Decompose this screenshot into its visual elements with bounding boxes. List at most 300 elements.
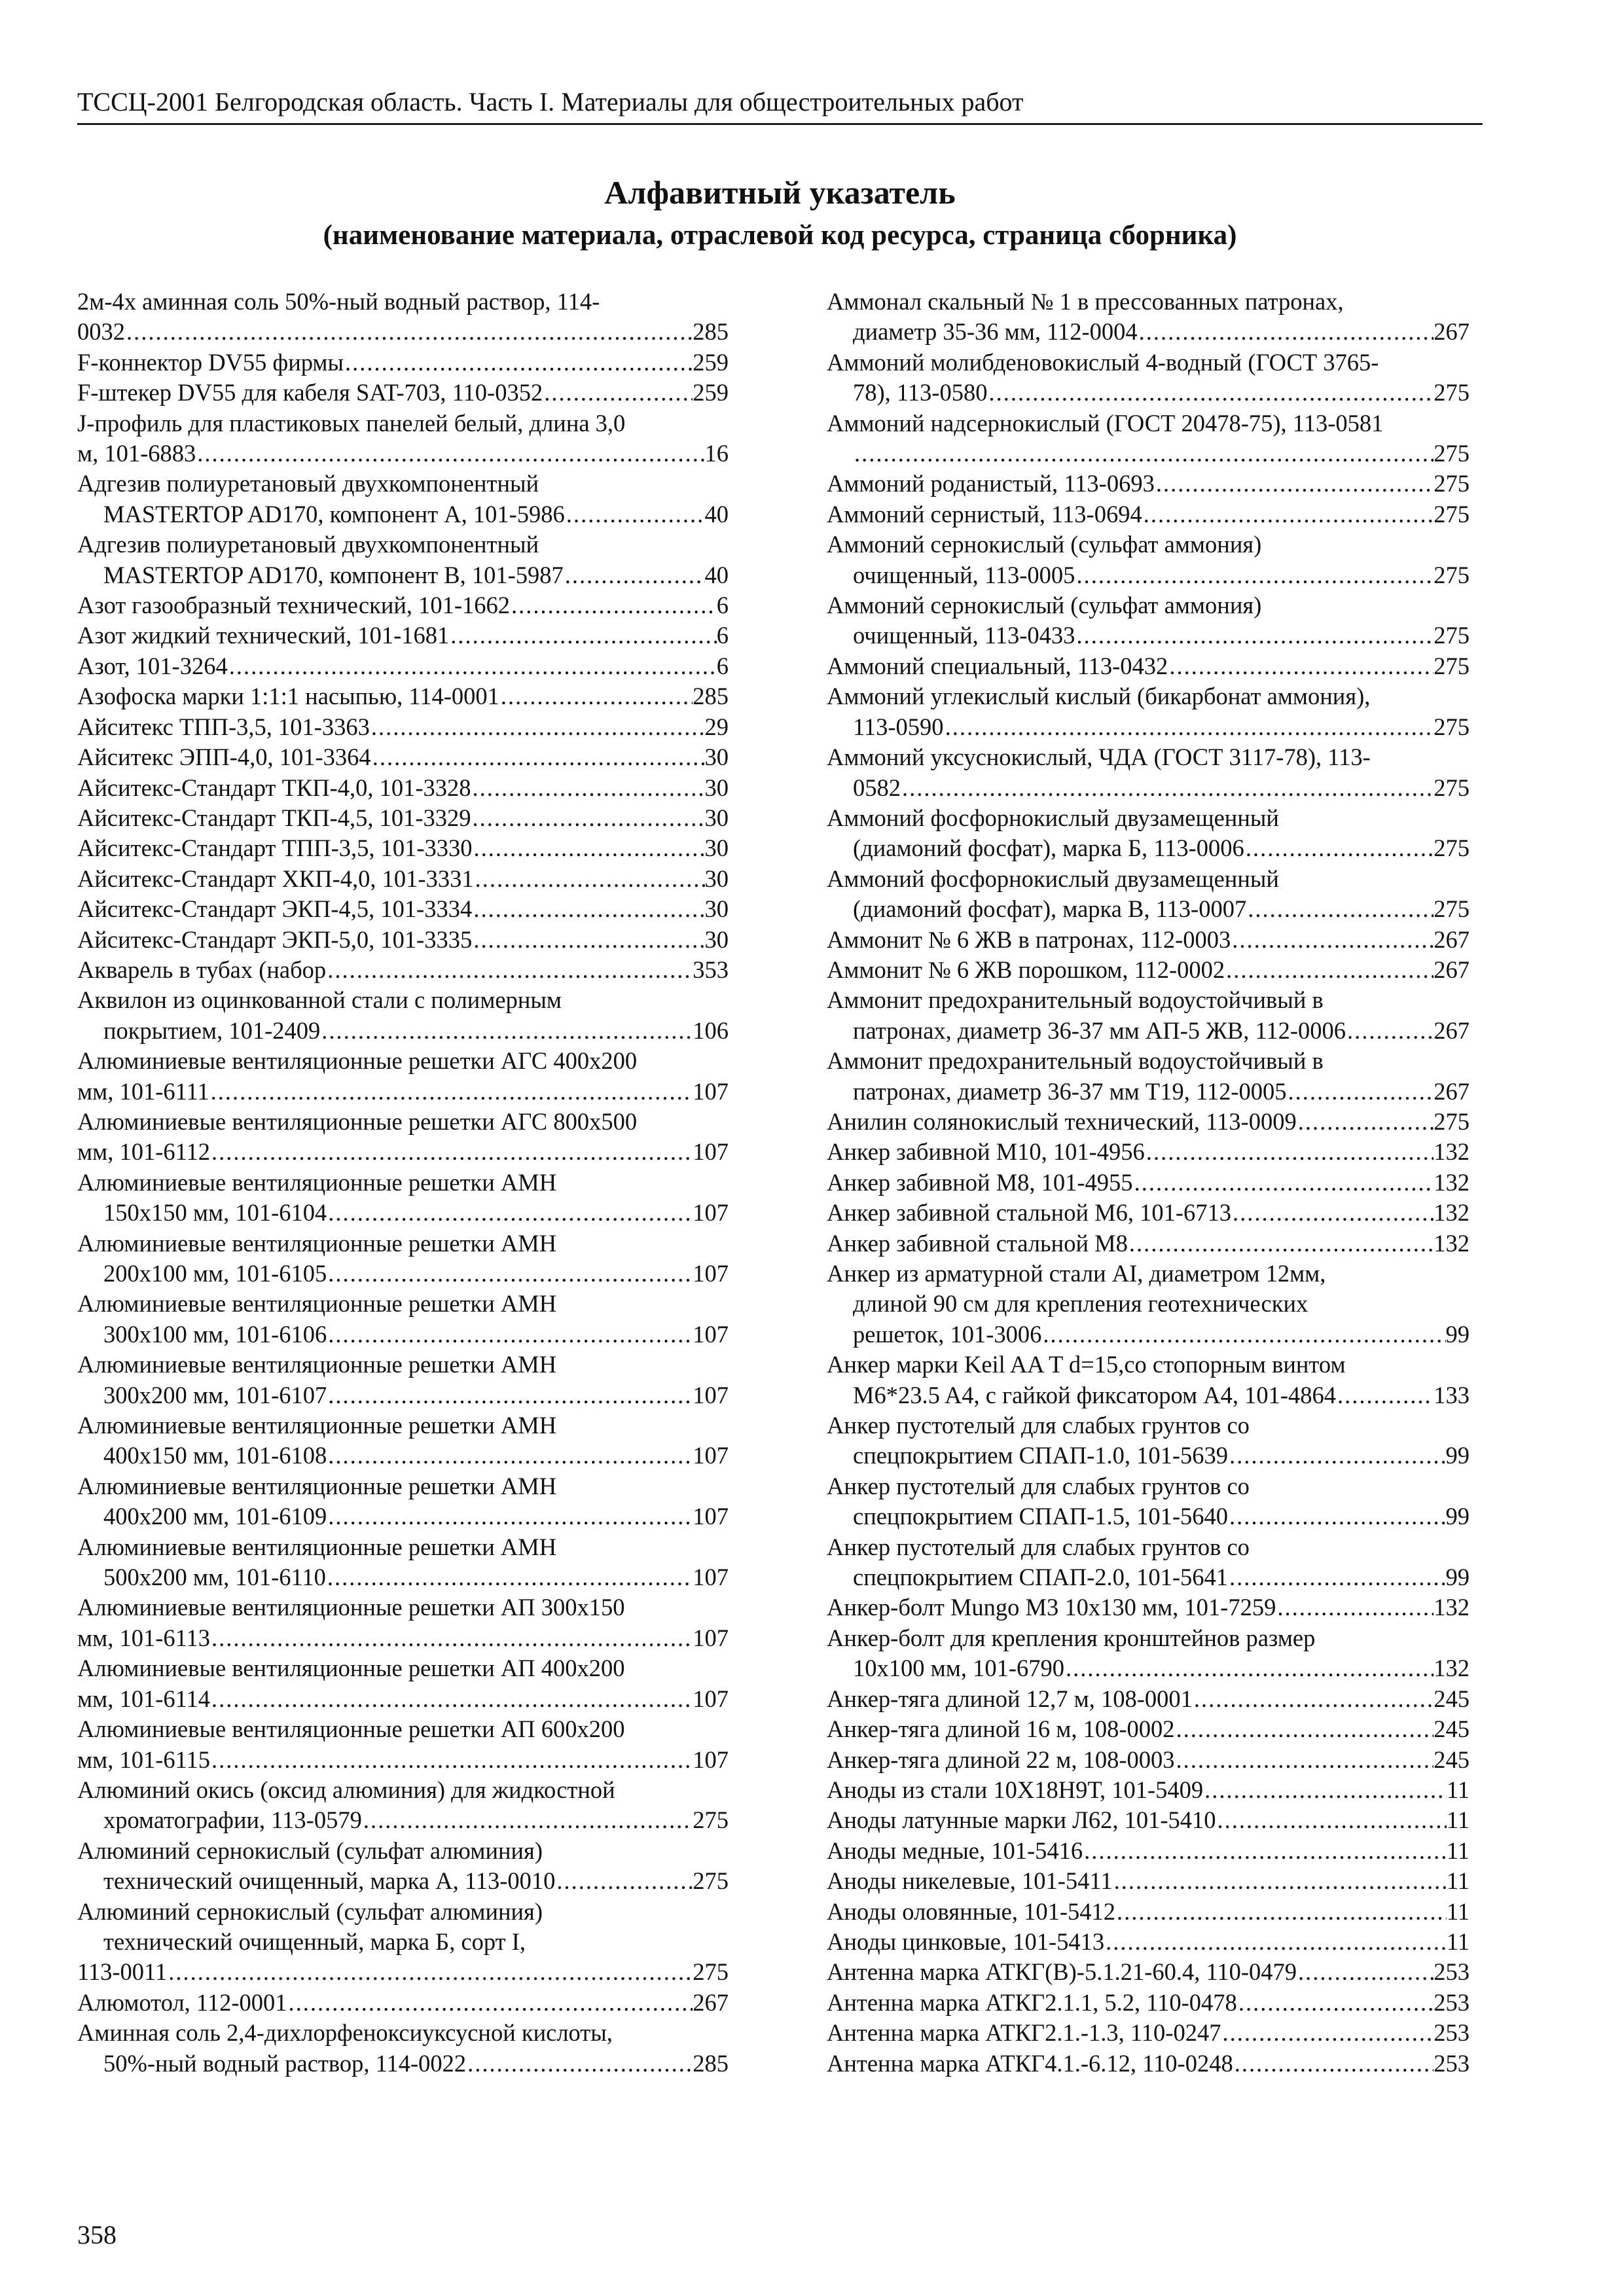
entry-text: (диамоний фосфат), марка В, 113-0007 xyxy=(853,895,1247,923)
dot-leader xyxy=(471,803,705,833)
entry-page-number: 245 xyxy=(1434,1746,1470,1773)
entry-last-line xyxy=(827,651,1470,681)
index-entry xyxy=(77,1229,729,1289)
entry-last-line xyxy=(77,712,729,742)
entry-text: Алюминий окись (оксид алюминия) для жидкостной xyxy=(77,1776,615,1803)
entry-text: Анкер забивной М8, 101-4955 xyxy=(827,1168,1133,1196)
entry-text: Алюминиевые вентиляционные решетки АМН xyxy=(77,1229,557,1257)
entry-text: технический очищенный, марка А, 113-0010 xyxy=(103,1867,556,1895)
entry-text: мм, 101-6112 xyxy=(77,1138,210,1166)
entry-last-line xyxy=(827,1380,1470,1410)
entry-last-line xyxy=(827,499,1470,529)
index-entry xyxy=(827,1927,1470,1957)
entry-text: Алюминиевые вентиляционные решетки АМН xyxy=(77,1351,557,1378)
entry-page-number: 99 xyxy=(1445,1503,1470,1530)
entry-page-number: 107 xyxy=(693,1199,729,1227)
entry-text: Аммоний специальный, 113-0432 xyxy=(827,652,1168,679)
title-block xyxy=(77,171,1483,255)
entry-last-line xyxy=(827,894,1470,924)
dot-leader xyxy=(1276,1592,1434,1623)
index-entry xyxy=(77,712,729,742)
entry-page-number: 99 xyxy=(1445,1442,1470,1469)
entry-last-line xyxy=(77,742,729,772)
entry-text: Антенна марка АТКГ2.1.1, 5.2, 110-0478 xyxy=(827,1988,1237,2016)
index-entry xyxy=(827,1805,1470,1835)
entry-last-line xyxy=(827,1653,1470,1683)
entry-last-line xyxy=(827,378,1470,408)
entry-page-number: 275 xyxy=(1434,561,1470,588)
entry-page-number: 6 xyxy=(716,592,729,619)
entry-text: Азофоска марки 1:1:1 насыпью, 114-0001 xyxy=(77,683,499,710)
entry-text: Айситекс ТПП-3,5, 101-3363 xyxy=(77,713,370,740)
entry-page-number: 275 xyxy=(1434,652,1470,679)
entry-last-line xyxy=(827,1988,1470,2018)
entry-page-number: 275 xyxy=(1434,440,1470,467)
entry-last-line xyxy=(827,1927,1470,1957)
entry-last-line xyxy=(827,1137,1470,1167)
entry-text: патронах, диаметр 36-37 мм АП-5 ЖВ, 112-0006 xyxy=(853,1016,1346,1044)
entry-text: 300x100 мм, 101-6106 xyxy=(103,1320,327,1348)
page-number: 358 xyxy=(77,2220,117,2250)
entry-line xyxy=(77,408,729,439)
index-entry xyxy=(77,833,729,863)
entry-last-line xyxy=(827,1198,1470,1228)
entry-page-number: 285 xyxy=(693,318,729,346)
entry-page-number: 107 xyxy=(693,1442,729,1469)
entry-last-line xyxy=(77,1198,729,1228)
dot-leader xyxy=(901,773,1434,803)
entry-line xyxy=(77,1350,729,1380)
entry-text: Аммоний фосфорнокислый двузамещенный xyxy=(827,804,1279,831)
entry-text: F-коннектор DV55 фирмы xyxy=(77,348,344,376)
dot-leader xyxy=(564,560,705,590)
running-header-text: ТССЦ-2001 Белгородская область. Часть I. Материалы для общестроительных работ xyxy=(77,87,1024,117)
entry-page-number: 259 xyxy=(693,348,729,376)
entry-page-number: 107 xyxy=(693,1320,729,1348)
dot-leader xyxy=(449,620,716,651)
index-entry xyxy=(77,287,729,348)
entry-text: Аммоний фосфорнокислый двузамещенный xyxy=(827,865,1279,892)
entry-last-line xyxy=(77,560,729,590)
entry-last-line xyxy=(827,2018,1470,2048)
dot-leader xyxy=(327,1441,693,1471)
entry-last-line xyxy=(827,1016,1470,1046)
dot-leader xyxy=(326,1562,693,1592)
entry-last-line xyxy=(827,833,1470,863)
index-entry xyxy=(77,955,729,985)
entry-last-line xyxy=(77,833,729,863)
entry-page-number: 132 xyxy=(1434,1138,1470,1166)
dot-leader xyxy=(474,864,705,894)
dot-leader xyxy=(1221,2018,1434,2048)
entry-line xyxy=(827,803,1470,833)
index-entry xyxy=(77,1714,729,1775)
index-entry xyxy=(827,1137,1470,1167)
entry-line xyxy=(77,1532,729,1562)
index-entry xyxy=(77,1289,729,1350)
index-entry xyxy=(77,894,729,924)
entry-page-number: 6 xyxy=(716,652,729,679)
entry-line xyxy=(77,1775,729,1805)
index-entry xyxy=(77,1410,729,1471)
entry-last-line xyxy=(77,864,729,894)
index-entry xyxy=(827,1836,1470,1866)
entry-text: 113-0011 xyxy=(77,1958,168,1986)
index-entry xyxy=(77,348,729,378)
entry-last-line xyxy=(827,773,1470,803)
entry-text: Антенна марка АТКГ(В)-5.1.21-60.4, 110-0479 xyxy=(827,1958,1297,1986)
dot-leader xyxy=(326,955,693,985)
entry-line xyxy=(827,681,1470,711)
entry-last-line xyxy=(827,469,1470,499)
entry-text: Алюминиевые вентиляционные решетки АГС 400x200 xyxy=(77,1047,638,1075)
entry-page-number: 11 xyxy=(1446,1776,1470,1803)
entry-text: J-профиль для пластиковых панелей белый, длина 3,0 xyxy=(77,409,626,437)
entry-last-line xyxy=(827,560,1470,590)
entry-line xyxy=(77,469,729,499)
dot-leader xyxy=(499,681,693,711)
entry-text: Аноды цинковые, 101-5413 xyxy=(827,1928,1105,1955)
dot-leader xyxy=(1175,1714,1434,1744)
dot-leader xyxy=(1237,1988,1434,2018)
entry-text: (диамоний фосфат), марка Б, 113-0006 xyxy=(853,834,1244,862)
entry-page-number: 285 xyxy=(693,2049,729,2077)
dot-leader xyxy=(1083,1836,1447,1866)
entry-text: Аммоний сернокислый (сульфат аммония) xyxy=(827,592,1262,619)
dot-leader xyxy=(125,317,693,347)
entry-page-number: 16 xyxy=(704,440,729,467)
dot-leader xyxy=(1231,1198,1434,1228)
entry-last-line xyxy=(77,894,729,924)
entry-text: Айситекс-Стандарт ХКП-4,0, 101-3331 xyxy=(77,865,474,892)
entry-last-line xyxy=(77,499,729,529)
entry-page-number: 267 xyxy=(693,1988,729,2016)
entry-last-line xyxy=(77,378,729,408)
entry-last-line xyxy=(77,590,729,620)
entry-page-number: 30 xyxy=(704,774,729,801)
dot-leader xyxy=(210,1745,693,1775)
dot-leader xyxy=(327,1319,693,1350)
entry-text: Айситекс-Стандарт ТПП-3,5, 101-3330 xyxy=(77,834,473,862)
entry-line xyxy=(827,1410,1470,1441)
dot-leader xyxy=(1064,1653,1434,1683)
entry-last-line xyxy=(827,1077,1470,1107)
index-entry xyxy=(827,1897,1470,1927)
entry-page-number: 253 xyxy=(1434,2019,1470,2047)
entry-page-number: 11 xyxy=(1446,1806,1470,1834)
index-entry xyxy=(827,742,1470,803)
entry-last-line xyxy=(77,1745,729,1775)
entry-text: решеток, 101-3006 xyxy=(853,1320,1042,1348)
dot-leader xyxy=(1203,1775,1447,1805)
entry-page-number: 275 xyxy=(1434,895,1470,923)
entry-line xyxy=(827,1623,1470,1653)
entry-last-line xyxy=(77,1501,729,1532)
dot-leader xyxy=(565,499,705,529)
entry-last-line xyxy=(827,1714,1470,1744)
entry-text: 2м-4х аминная соль 50%-ный водный раствор, 114- xyxy=(77,288,600,315)
entry-text: 0582 xyxy=(853,774,901,801)
entry-line xyxy=(77,1107,729,1137)
dot-leader xyxy=(228,651,717,681)
dot-leader xyxy=(370,712,705,742)
entry-text: Аммоний роданистый, 113-0693 xyxy=(827,470,1155,497)
index-entry xyxy=(827,1866,1470,1896)
entry-text: спецпокрытием СПАП-2.0, 101-5641 xyxy=(853,1564,1229,1591)
dot-leader xyxy=(167,1957,693,1987)
entry-text: мм, 101-6114 xyxy=(77,1685,210,1712)
index-entry xyxy=(827,1592,1470,1623)
entry-line xyxy=(77,1653,729,1683)
entry-last-line xyxy=(827,925,1470,955)
entry-page-number: 99 xyxy=(1445,1320,1470,1348)
entry-text: Аммоний уксуснокислый, ЧДА (ГОСТ 3117-78), 113- xyxy=(827,744,1371,771)
index-entry xyxy=(77,590,729,620)
entry-line xyxy=(827,348,1470,378)
index-entry xyxy=(827,1988,1470,2018)
dot-leader xyxy=(196,439,704,469)
entry-line xyxy=(77,1897,729,1927)
dot-leader xyxy=(1128,1229,1434,1259)
index-entry xyxy=(77,378,729,408)
entry-last-line xyxy=(827,2049,1470,2079)
entry-text: мм, 101-6115 xyxy=(77,1746,210,1773)
entry-last-line xyxy=(827,1168,1470,1198)
entry-page-number: 11 xyxy=(1446,1837,1470,1864)
entry-text: Айситекс-Стандарт ЭКП-4,5, 101-3334 xyxy=(77,895,473,923)
dot-leader xyxy=(1228,1562,1445,1592)
index-entry xyxy=(77,1653,729,1714)
entry-line xyxy=(77,1410,729,1441)
entry-page-number: 30 xyxy=(704,804,729,831)
dot-leader xyxy=(1233,2049,1434,2079)
running-header xyxy=(77,84,1483,125)
index-entry xyxy=(827,681,1470,742)
entry-line xyxy=(827,287,1470,317)
dot-leader xyxy=(287,1988,693,2018)
entry-line xyxy=(77,1714,729,1744)
entry-text: Акварель в тубах (набор xyxy=(77,956,327,983)
dot-leader xyxy=(1244,833,1434,863)
dot-leader xyxy=(1075,560,1434,590)
index-entry xyxy=(827,1714,1470,1744)
entry-last-line xyxy=(77,681,729,711)
index-entry xyxy=(827,1775,1470,1805)
index-entry xyxy=(827,1229,1470,1259)
dot-leader xyxy=(327,1501,693,1532)
index-entry xyxy=(77,864,729,894)
entry-page-number: 253 xyxy=(1434,2049,1470,2077)
dot-leader xyxy=(362,1805,693,1835)
index-entry xyxy=(827,499,1470,529)
entry-line xyxy=(827,864,1470,894)
entry-text: Аквилон из оцинкованной стали с полимерным xyxy=(77,986,562,1014)
entry-page-number: 107 xyxy=(693,1077,729,1105)
entry-page-number: 30 xyxy=(704,865,729,892)
entry-text: Анкер-болт для крепления кронштейнов размер xyxy=(827,1624,1316,1651)
entry-last-line xyxy=(827,1684,1470,1714)
entry-line xyxy=(77,529,729,560)
entry-last-line xyxy=(77,1319,729,1350)
entry-last-line xyxy=(77,1957,729,1987)
entry-page-number: 267 xyxy=(1434,925,1470,953)
entry-text: Алюминиевые вентиляционные решетки АП 600x200 xyxy=(77,1715,625,1743)
entry-last-line xyxy=(827,1897,1470,1927)
entry-text: спецпокрытием СПАП-1.5, 101-5640 xyxy=(853,1503,1229,1530)
entry-page-number: 30 xyxy=(704,834,729,862)
dot-leader xyxy=(1231,925,1434,955)
index-entry xyxy=(827,2049,1470,2079)
dot-leader xyxy=(209,1077,693,1107)
dot-leader xyxy=(320,1016,693,1046)
index-entry xyxy=(77,1350,729,1410)
dot-leader xyxy=(1228,1441,1445,1471)
entry-text: Аммонит № 6 ЖВ в патронах, 112-0003 xyxy=(827,925,1231,953)
index-entry xyxy=(827,590,1470,651)
dot-leader xyxy=(1041,1319,1445,1350)
index-entry xyxy=(77,1988,729,2018)
entry-last-line xyxy=(77,1623,729,1653)
dot-leader xyxy=(1193,1684,1434,1714)
entry-text: MASTERTOP AD170, компонент B, 101-5987 xyxy=(103,561,564,588)
index-entry xyxy=(827,469,1470,499)
entry-text: Аммоний надсернокислый (ГОСТ 20478-75), 113-0581 xyxy=(827,409,1384,437)
entry-text: Азот газообразный технический, 101-1662 xyxy=(77,592,511,619)
entry-text: Аминная соль 2,4-дихлорфеноксиуксусной кислоты, xyxy=(77,2019,613,2047)
entry-text: F-штекер DV55 для кабеля SAT-703, 110-0352 xyxy=(77,379,543,406)
index-entry xyxy=(827,1046,1470,1107)
dot-leader xyxy=(1138,317,1434,347)
dot-leader xyxy=(555,1866,693,1896)
entry-last-line xyxy=(827,317,1470,347)
index-entry xyxy=(827,1532,1470,1593)
dot-leader xyxy=(327,1259,693,1289)
entry-page-number: 275 xyxy=(1434,774,1470,801)
dot-leader xyxy=(1246,894,1434,924)
entry-text: Анилин солянокислый технический, 113-0009 xyxy=(827,1107,1297,1135)
entry-last-line xyxy=(827,620,1470,651)
dot-leader xyxy=(1346,1016,1434,1046)
entry-text: Азот жидкий технический, 101-1681 xyxy=(77,622,450,649)
entry-page-number: 267 xyxy=(1434,1077,1470,1105)
entry-last-line xyxy=(77,348,729,378)
entry-last-line xyxy=(77,317,729,347)
dot-leader xyxy=(1133,1168,1434,1198)
entry-text: Анкер забивной стальной М8 xyxy=(827,1229,1128,1257)
entry-line xyxy=(77,1289,729,1319)
index-entry xyxy=(77,1836,729,1897)
entry-last-line xyxy=(77,1380,729,1410)
entry-text: Анкер-тяга длиной 12,7 м, 108-0001 xyxy=(827,1685,1193,1712)
entry-page-number: 107 xyxy=(693,1624,729,1651)
index-entry xyxy=(827,1684,1470,1714)
index-entry xyxy=(827,1745,1470,1775)
entry-text: мм, 101-6111 xyxy=(77,1077,209,1105)
dot-leader xyxy=(1297,1957,1434,1987)
entry-page-number: 353 xyxy=(693,956,729,983)
dot-leader xyxy=(987,378,1434,408)
index-entry xyxy=(827,348,1470,408)
entry-text: 50%-ный водный раствор, 114-0022 xyxy=(103,2049,467,2077)
entry-text: 10x100 мм, 101-6790 xyxy=(853,1655,1064,1682)
dot-leader xyxy=(1216,1805,1447,1835)
index-entry xyxy=(77,742,729,772)
entry-line xyxy=(827,742,1470,772)
entry-text: Алюминий сернокислый (сульфат алюминия) xyxy=(77,1837,543,1864)
entry-last-line xyxy=(77,1441,729,1471)
page-subtitle: (наименование материала, отраслевой код ресурса, страница сборника) xyxy=(323,220,1237,251)
entry-text: Алюминиевые вентиляционные решетки АМН xyxy=(77,1168,557,1196)
entry-line xyxy=(827,590,1470,620)
index-entry xyxy=(827,925,1470,955)
entry-line xyxy=(827,1350,1470,1380)
entry-text: Анкер забивной М10, 101-4956 xyxy=(827,1138,1145,1166)
entry-text: Алюминиевые вентиляционные решетки АМН xyxy=(77,1412,557,1439)
entry-line xyxy=(827,529,1470,560)
entry-text: хроматографии, 113-0579 xyxy=(103,1806,362,1834)
dot-leader xyxy=(1075,620,1434,651)
dot-leader xyxy=(210,1684,693,1714)
entry-text: Алюминиевые вентиляционные решетки АМН xyxy=(77,1472,557,1499)
entry-text: Анкер-тяга длиной 22 м, 108-0003 xyxy=(827,1746,1175,1773)
entry-text: спецпокрытием СПАП-1.0, 101-5639 xyxy=(853,1442,1229,1469)
entry-page-number: 253 xyxy=(1434,1958,1470,1986)
entry-text: Аммонит № 6 ЖВ порошком, 112-0002 xyxy=(827,956,1225,983)
index-entry xyxy=(827,1350,1470,1410)
entry-last-line xyxy=(77,773,729,803)
entry-text: диаметр 35-36 мм, 112-0004 xyxy=(853,318,1138,346)
entry-text: Адгезив полиуретановый двухкомпонентный xyxy=(77,531,539,558)
entry-text: Аммонит предохранительный водоустойчивый в xyxy=(827,986,1324,1014)
entry-page-number: 275 xyxy=(1434,834,1470,862)
dot-leader xyxy=(472,925,704,955)
dot-leader xyxy=(210,1137,693,1167)
entry-page-number: 107 xyxy=(693,1564,729,1591)
entry-page-number: 132 xyxy=(1434,1594,1470,1621)
index-entry xyxy=(827,1410,1470,1471)
entry-text: Аммоний сернокислый (сульфат аммония) xyxy=(827,531,1262,558)
entry-text: мм, 101-6113 xyxy=(77,1624,210,1651)
entry-text: Антенна марка АТКГ2.1.-1.3, 110-0247 xyxy=(827,2019,1221,2047)
index-entry xyxy=(77,1046,729,1107)
entry-line xyxy=(827,1046,1470,1076)
entry-line xyxy=(77,1046,729,1076)
page-title: Алфавитный указатель xyxy=(604,174,956,211)
entry-text: Алюминиевые вентиляционные решетки АМН xyxy=(77,1533,557,1560)
index-entry xyxy=(77,651,729,681)
entry-text: 400x150 мм, 101-6108 xyxy=(103,1442,327,1469)
entry-page-number: 40 xyxy=(704,500,729,528)
entry-text: 78), 113-0580 xyxy=(853,379,988,406)
entry-text: технический очищенный, марка Б, сорт I, xyxy=(103,1928,526,1955)
entry-page-number: 245 xyxy=(1434,1715,1470,1743)
entry-last-line xyxy=(827,1805,1470,1835)
entry-last-line xyxy=(827,1107,1470,1137)
entry-last-line xyxy=(827,439,1470,469)
entry-page-number: 107 xyxy=(693,1381,729,1408)
entry-last-line xyxy=(77,925,729,955)
index-entry xyxy=(77,620,729,651)
entry-text: длиной 90 см для крепления геотехнических xyxy=(853,1290,1308,1318)
entry-last-line xyxy=(77,439,729,469)
entry-page-number: 40 xyxy=(704,561,729,588)
entry-text: Айситекс-Стандарт ТКП-4,0, 101-3328 xyxy=(77,774,471,801)
entry-page-number: 107 xyxy=(693,1746,729,1773)
dot-leader xyxy=(1168,651,1434,681)
index-entry xyxy=(827,2018,1470,2048)
index-entry xyxy=(77,1532,729,1593)
entry-last-line xyxy=(77,1077,729,1107)
